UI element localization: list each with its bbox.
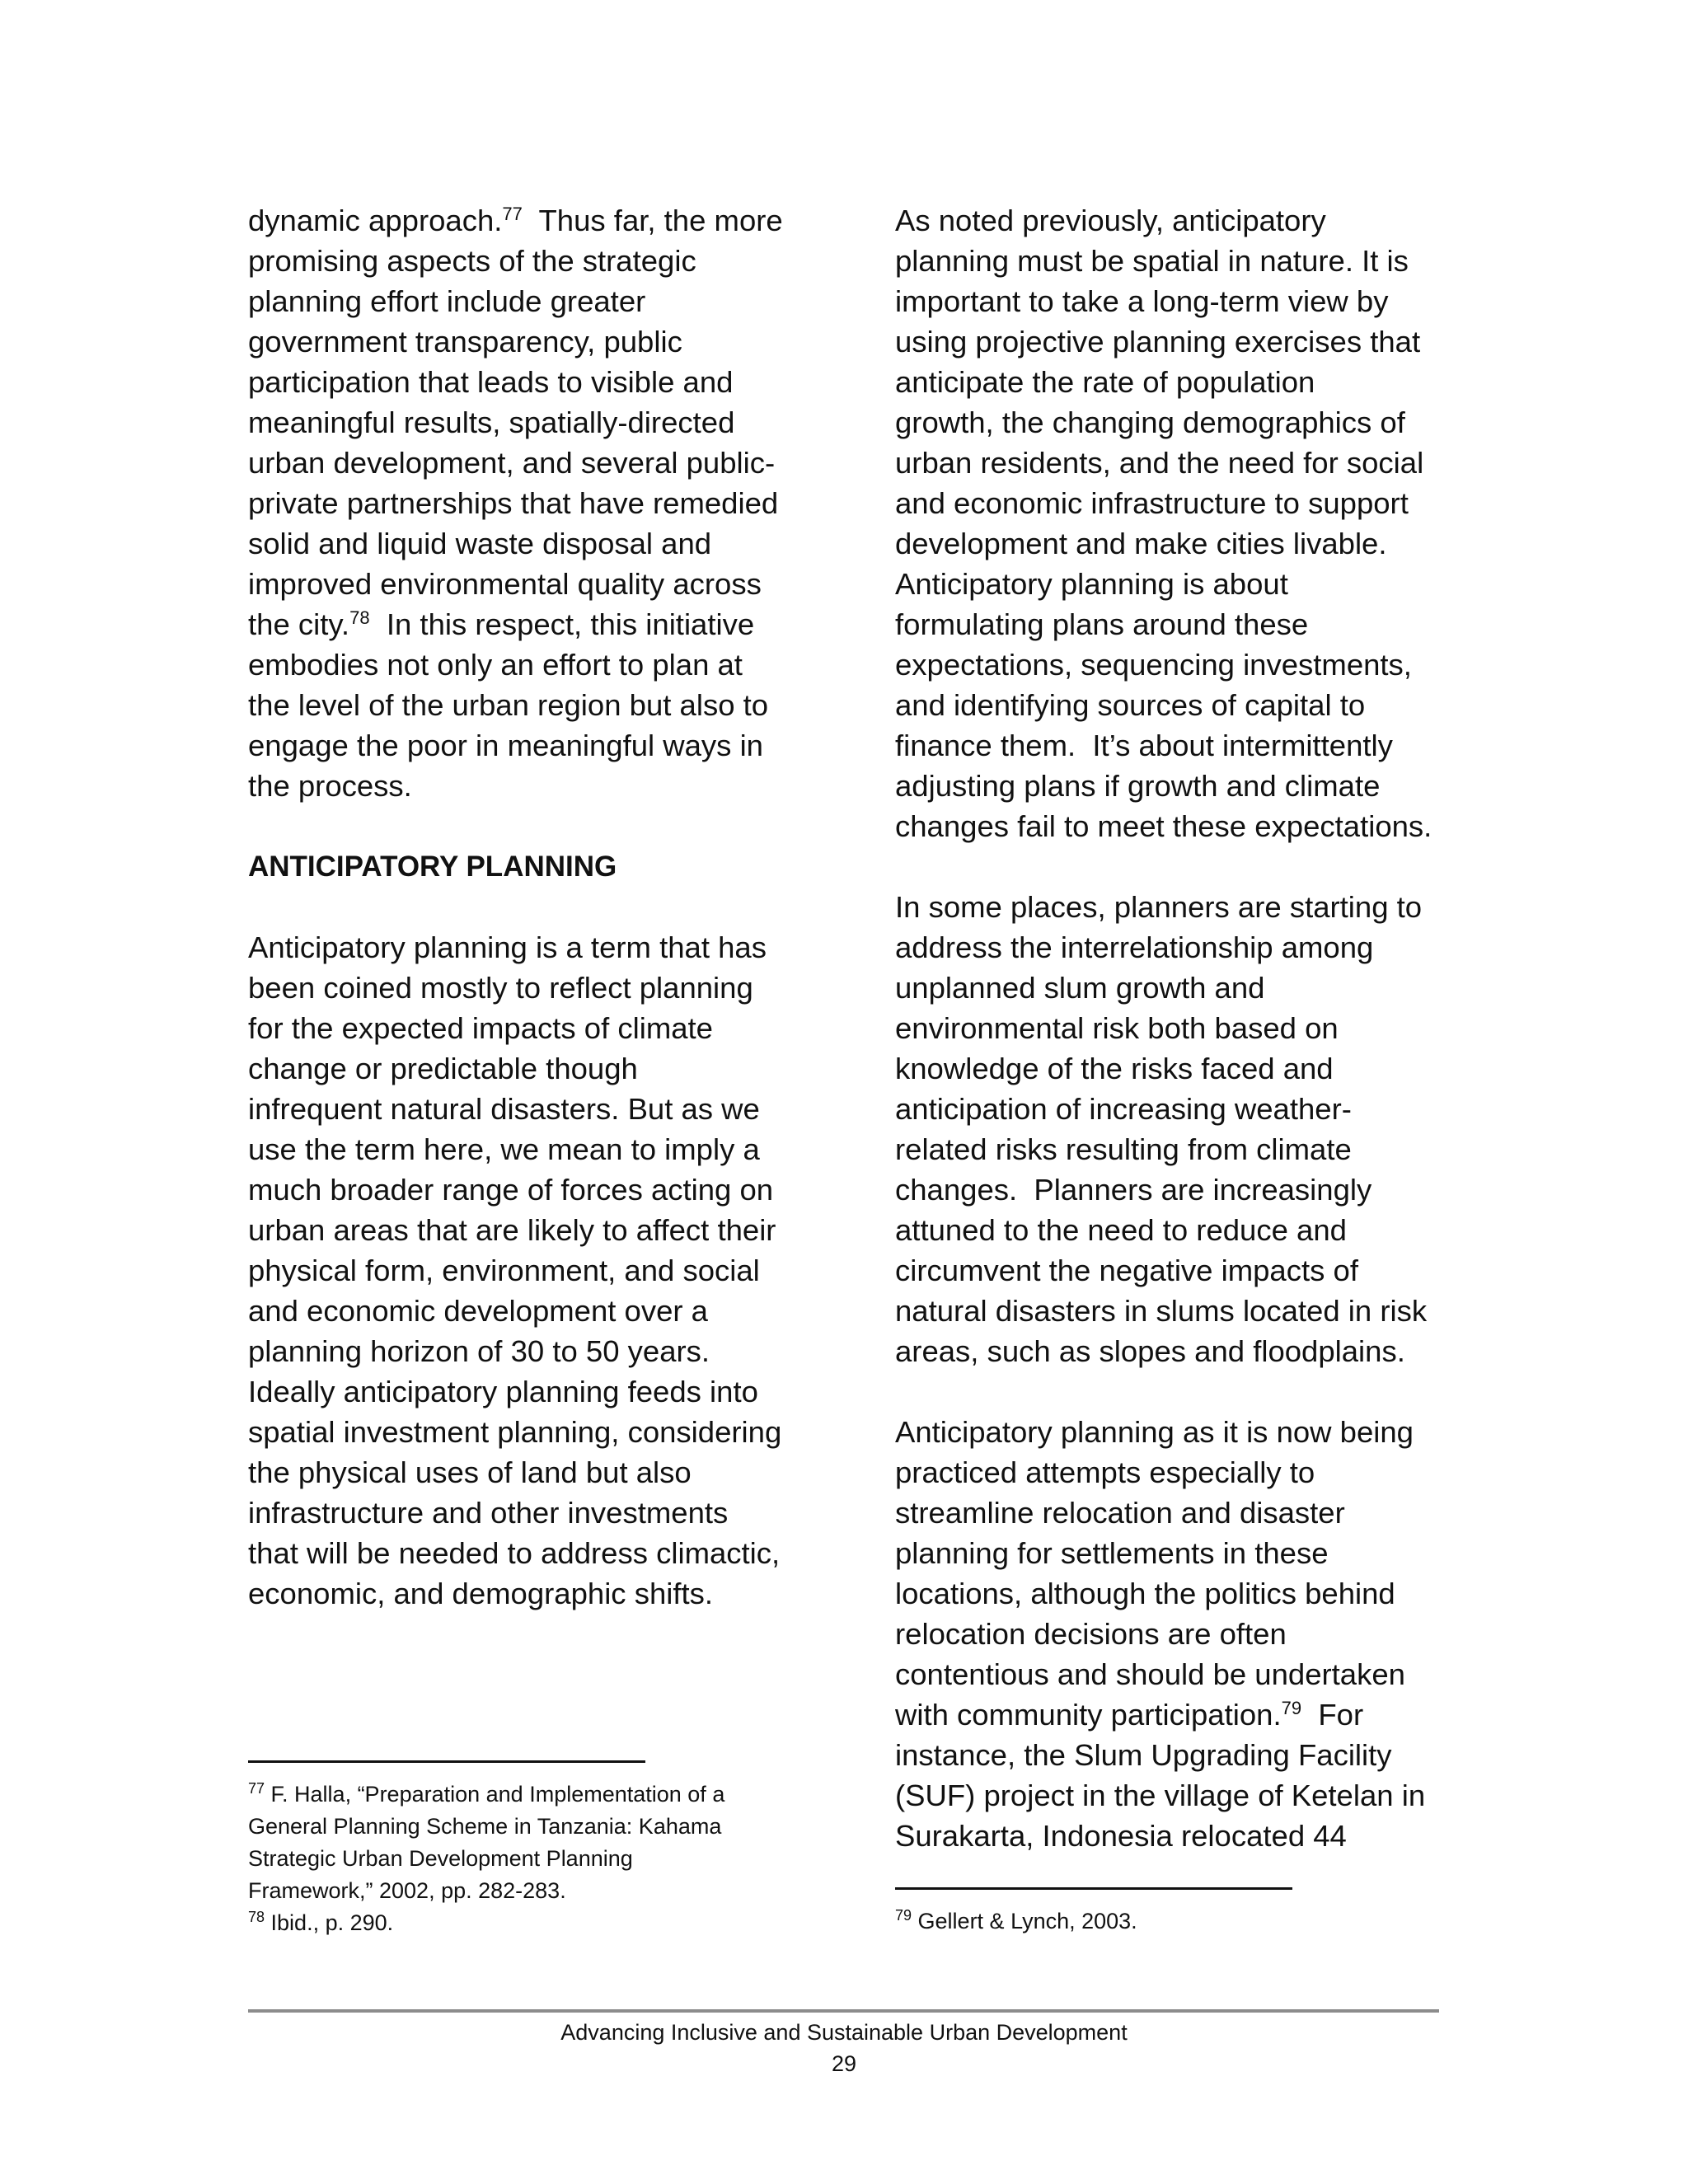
text-line: important to take a long-term view by xyxy=(895,284,1389,318)
text-line: the city.$^{78}$ In this respect, this initiative xyxy=(248,607,755,641)
text-line: and economic development over a xyxy=(248,1294,708,1328)
text-line: contentious and should be undertaken xyxy=(895,1657,1405,1691)
right-paragraph-2 xyxy=(895,887,1439,1371)
text-line: planning for settlements in these xyxy=(895,1536,1329,1570)
text-line: Anticipatory planning is a term that has xyxy=(248,930,767,964)
footnote-text-line: General Planning Scheme in Tanzania: Kahama xyxy=(248,1814,722,1839)
footnote-separator xyxy=(248,1760,645,1763)
text-line: growth, the changing demographics of xyxy=(895,405,1405,439)
text-line: streamline relocation and disaster xyxy=(895,1496,1345,1530)
paragraph-spacer xyxy=(895,846,1439,887)
text-line: Ideally anticipatory planning feeds into xyxy=(248,1375,758,1408)
text-line: the process. xyxy=(248,769,412,803)
footnote-ref-78[interactable]: 78 xyxy=(349,607,370,628)
text-line: As noted previously, anticipatory xyxy=(895,204,1326,237)
text-line: physical form, environment, and social xyxy=(248,1254,760,1287)
text-line: related risks resulting from climate xyxy=(895,1132,1352,1166)
text-line: areas, such as slopes and floodplains. xyxy=(895,1334,1405,1368)
text-line: (SUF) project in the village of Ketelan in xyxy=(895,1779,1426,1812)
text-line: private partnerships that have remedied xyxy=(248,486,779,520)
footnote-78: $^{78}$ Ibid., p. 290. xyxy=(248,1909,394,1935)
paragraph-spacer xyxy=(248,806,794,846)
footer-title: Advancing Inclusive and Sustainable Urban Development xyxy=(560,2020,1128,2045)
text-line: use the term here, we mean to imply a xyxy=(248,1132,760,1166)
text-line: urban residents, and the need for social xyxy=(895,446,1424,480)
text-line: circumvent the negative impacts of xyxy=(895,1254,1358,1287)
text-line: finance them. It’s about intermittently xyxy=(895,729,1393,762)
left-column xyxy=(248,200,794,1614)
text-line: using projective planning exercises that xyxy=(895,325,1421,359)
text-line: In some places, planners are starting to xyxy=(895,890,1423,924)
text-line: for the expected impacts of climate xyxy=(248,1011,713,1045)
section-heading: ANTICIPATORY PLANNING xyxy=(248,851,617,883)
text-line: planning horizon of 30 to 50 years. xyxy=(248,1334,710,1368)
text-line: environmental risk both based on xyxy=(895,1011,1339,1045)
text-line: address the interrelationship among xyxy=(895,930,1374,964)
text-line: unplanned slum growth and xyxy=(895,971,1265,1005)
footnote-text-line: Strategic Urban Development Planning xyxy=(248,1846,633,1871)
right-paragraph-1 xyxy=(895,200,1439,846)
text-line: natural disasters in slums located in risk xyxy=(895,1294,1428,1328)
text-line: promising aspects of the strategic xyxy=(248,244,696,278)
text-line: and identifying sources of capital to xyxy=(895,688,1366,722)
text-line: changes fail to meet these expectations. xyxy=(895,809,1432,843)
footnote-text-line: Framework,” 2002, pp. 282-283. xyxy=(248,1878,566,1903)
text-line: the physical uses of land but also xyxy=(248,1455,692,1489)
right-column xyxy=(895,200,1439,1856)
text-line: infrequent natural disasters. But as we xyxy=(248,1092,760,1126)
footnote-ref-79[interactable]: 79 xyxy=(1281,1697,1302,1718)
footnote-77: $^{77}$ F. Halla, “Preparation and Implementation of a xyxy=(248,1780,725,1807)
text-line: engage the poor in meaningful ways in xyxy=(248,729,763,762)
text-line: embodies not only an effort to plan at xyxy=(248,648,743,682)
text-line: change or predictable though xyxy=(248,1052,638,1085)
text-line: planning must be spatial in nature. It is xyxy=(895,244,1409,278)
text-line: the level of the urban region but also to xyxy=(248,688,769,722)
text-line: with community participation.$^{79}$ For xyxy=(895,1697,1364,1732)
text-line: planning effort include greater xyxy=(248,284,646,318)
text-line: Anticipatory planning as it is now being xyxy=(895,1415,1414,1449)
text-line: adjusting plans if growth and climate xyxy=(895,769,1381,803)
footnote-79: $^{79}$ Gellert & Lynch, 2003. xyxy=(895,1907,1137,1933)
text-line: infrastructure and other investments xyxy=(248,1496,729,1530)
text-line: instance, the Slum Upgrading Facility xyxy=(895,1738,1392,1772)
paragraph-spacer xyxy=(895,1371,1439,1412)
text-line: relocation decisions are often xyxy=(895,1617,1287,1651)
text-line: expectations, sequencing investments, xyxy=(895,648,1412,682)
text-line: that will be needed to address climactic, xyxy=(248,1536,781,1570)
footnote-separator xyxy=(895,1887,1292,1890)
text-line: development and make cities livable. xyxy=(895,527,1387,560)
text-line: changes. Planners are increasingly xyxy=(895,1173,1372,1207)
text-line: urban areas that are likely to affect their xyxy=(248,1213,776,1247)
text-line: dynamic approach.$^{77}$ Thus far, the more xyxy=(248,203,783,237)
text-line: much broader range of forces acting on xyxy=(248,1173,774,1207)
text-line: urban development, and several public- xyxy=(248,446,776,480)
page-number: 29 xyxy=(831,2051,857,2076)
left-paragraph-2 xyxy=(248,927,794,1614)
footnote-block-right xyxy=(895,1905,1439,1938)
text-line: government transparency, public xyxy=(248,325,682,359)
text-line: Anticipatory planning is about xyxy=(895,567,1288,601)
right-paragraph-3 xyxy=(895,1412,1439,1856)
text-line: anticipate the rate of population xyxy=(895,365,1315,399)
text-line: participation that leads to visible and xyxy=(248,365,734,399)
text-line: been coined mostly to reflect planning xyxy=(248,971,753,1005)
text-line: formulating plans around these xyxy=(895,607,1309,641)
text-line: spatial investment planning, considering xyxy=(248,1415,782,1449)
footer-divider xyxy=(248,2009,1439,2013)
text-line: anticipation of increasing weather- xyxy=(895,1092,1352,1126)
footnote-block-left xyxy=(248,1779,825,1939)
text-line: economic, and demographic shifts. xyxy=(248,1577,714,1610)
text-line: Surakarta, Indonesia relocated 44 xyxy=(895,1819,1347,1853)
text-line: solid and liquid waste disposal and xyxy=(248,527,712,560)
paragraph-spacer xyxy=(248,887,794,927)
footnote-ref-77[interactable]: 77 xyxy=(502,203,523,224)
text-line: locations, although the politics behind xyxy=(895,1577,1395,1610)
text-line: attuned to the need to reduce and xyxy=(895,1213,1347,1247)
text-line: meaningful results, spatially-directed xyxy=(248,405,735,439)
text-line: practiced attempts especially to xyxy=(895,1455,1315,1489)
text-line: knowledge of the risks faced and xyxy=(895,1052,1334,1085)
left-paragraph-1 xyxy=(248,200,794,806)
text-line: improved environmental quality across xyxy=(248,567,762,601)
text-line: and economic infrastructure to support xyxy=(895,486,1409,520)
